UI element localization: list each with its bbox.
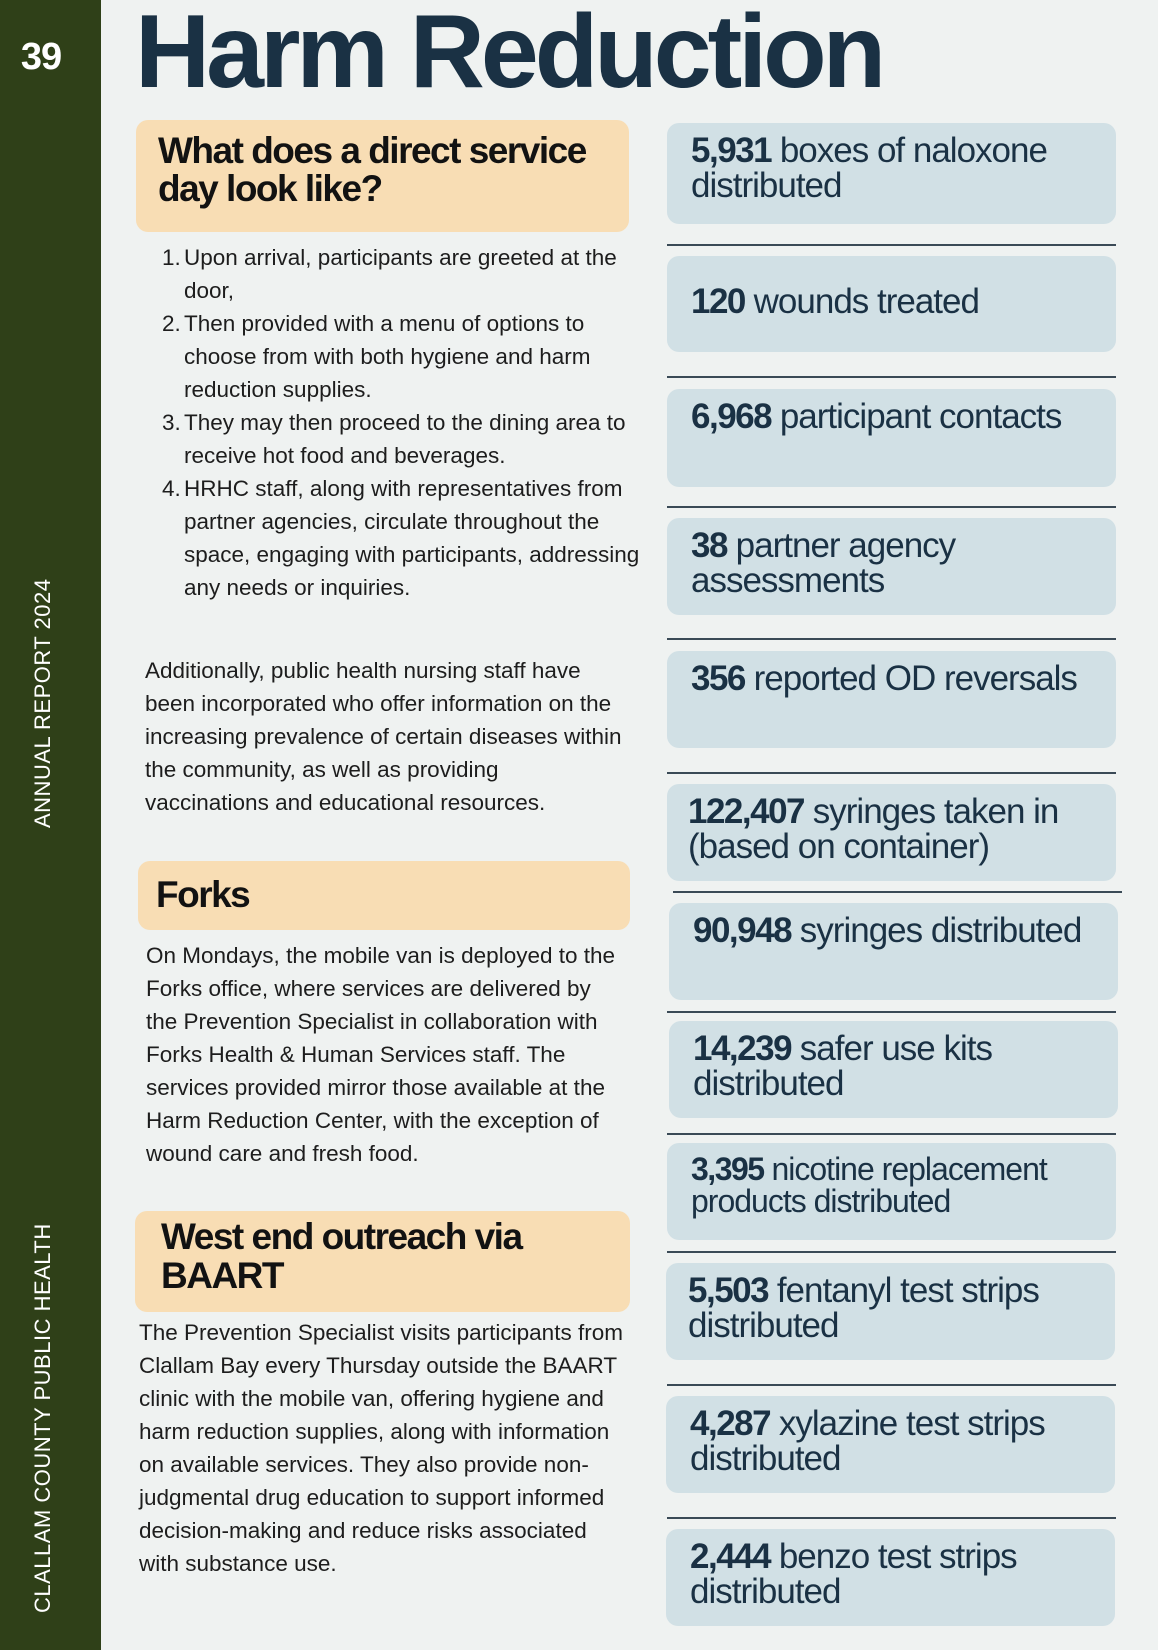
stat-label: benzo test strips distributed (690, 1537, 1017, 1611)
stat-number: 90,948 (693, 911, 792, 950)
stat-label: safer use kits distributed (693, 1029, 992, 1103)
list-item: They may then proceed to the dining area to receive hot food and beverages. (184, 410, 626, 468)
stat-number: 14,239 (693, 1029, 792, 1068)
stat-label: nicotine replacement products distributed (691, 1151, 1047, 1219)
stat-label: syringes distributed (799, 911, 1082, 950)
divider (667, 638, 1116, 640)
list-item: HRHC staff, along with representatives from partner agencies, circulate throughout the space, engaging with participants, addressing any needs or inquiries. (184, 476, 640, 600)
page-title: Harm Reduction (135, 0, 883, 110)
stat-number: 38 (691, 526, 727, 565)
west-end-heading: West end outreach via BAART (135, 1211, 630, 1312)
stat-number: 5,931 (691, 131, 772, 170)
stat-label: syringes taken in (based on container) (688, 792, 1059, 866)
stat-label: fentanyl test strips distributed (688, 1271, 1039, 1345)
stat-syringes-taken (667, 784, 1116, 881)
sidebar (0, 0, 101, 1650)
stat-contacts (667, 389, 1116, 487)
page-number: 39 (20, 36, 62, 78)
stat-label: partner agency assessments (691, 526, 956, 600)
list-item: Upon arrival, participants are greeted at the door, (184, 245, 617, 303)
divider (667, 244, 1116, 246)
stat-fentanyl-strips (666, 1263, 1115, 1360)
stat-number: 122,407 (688, 792, 805, 831)
stat-assessments (667, 518, 1116, 615)
stat-label: xylazine test strips distributed (690, 1404, 1045, 1478)
stat-xylazine-strips (666, 1396, 1115, 1493)
divider (667, 506, 1116, 508)
divider (667, 772, 1116, 774)
stat-label: wounds treated (753, 282, 979, 321)
stat-number: 3,395 (691, 1151, 764, 1187)
service-day-heading: What does a direct service day look like? (136, 120, 629, 232)
stat-label: reported OD reversals (753, 659, 1077, 698)
divider (667, 1011, 1116, 1013)
forks-paragraph: On Mondays, the mobile van is deployed to the Forks office, where services are delivered by the Prevention Specialist in collaboration with Forks Health & Human Services staff. The services provided mirror those available at the Harm Reduction Center, with the exception of wound care and fresh food. (146, 943, 616, 1166)
county-label: CLALLAM COUNTY PUBLIC HEALTH (30, 1223, 55, 1613)
divider (667, 1251, 1116, 1253)
additional-paragraph: Additionally, public health nursing staff have been incorporated who offer information on the increasing prevalence of certain diseases within the community, as well as providing vaccinations and educational resources. (145, 658, 622, 815)
stat-number: 4,287 (690, 1404, 771, 1443)
forks-heading: Forks (138, 861, 630, 930)
stat-number: 5,503 (688, 1271, 769, 1310)
stat-nicotine (667, 1143, 1116, 1240)
divider (667, 1384, 1116, 1386)
divider (673, 891, 1122, 893)
service-steps-list (162, 241, 652, 604)
stat-benzo-strips (666, 1529, 1115, 1626)
stat-label: boxes of naloxone distributed (691, 131, 1047, 205)
annual-report-label: ANNUAL REPORT 2024 (30, 578, 55, 828)
stat-od-reversals (667, 651, 1116, 748)
stat-label: participant contacts (779, 397, 1062, 436)
list-item: Then provided with a menu of options to choose from with both hygiene and harm reduction supplies. (184, 311, 591, 402)
stat-number: 120 (691, 282, 745, 321)
stat-naloxone (667, 123, 1116, 224)
stat-number: 356 (691, 659, 745, 698)
stat-number: 2,444 (690, 1537, 771, 1576)
stat-syringes-distributed (669, 903, 1118, 1000)
west-end-paragraph: The Prevention Specialist visits participants from Clallam Bay every Thursday outside the BAART clinic with the mobile van, offering hygiene and harm reduction supplies, along with information on available services. They also provide non-judgmental drug education to support informed decision-making and reduce risks associated with substance use. (139, 1320, 623, 1576)
stat-safer-use-kits (669, 1021, 1118, 1118)
stat-number: 6,968 (691, 397, 772, 436)
divider (667, 376, 1116, 378)
divider (667, 1517, 1116, 1519)
divider (667, 1133, 1116, 1135)
stat-wounds (667, 256, 1116, 352)
